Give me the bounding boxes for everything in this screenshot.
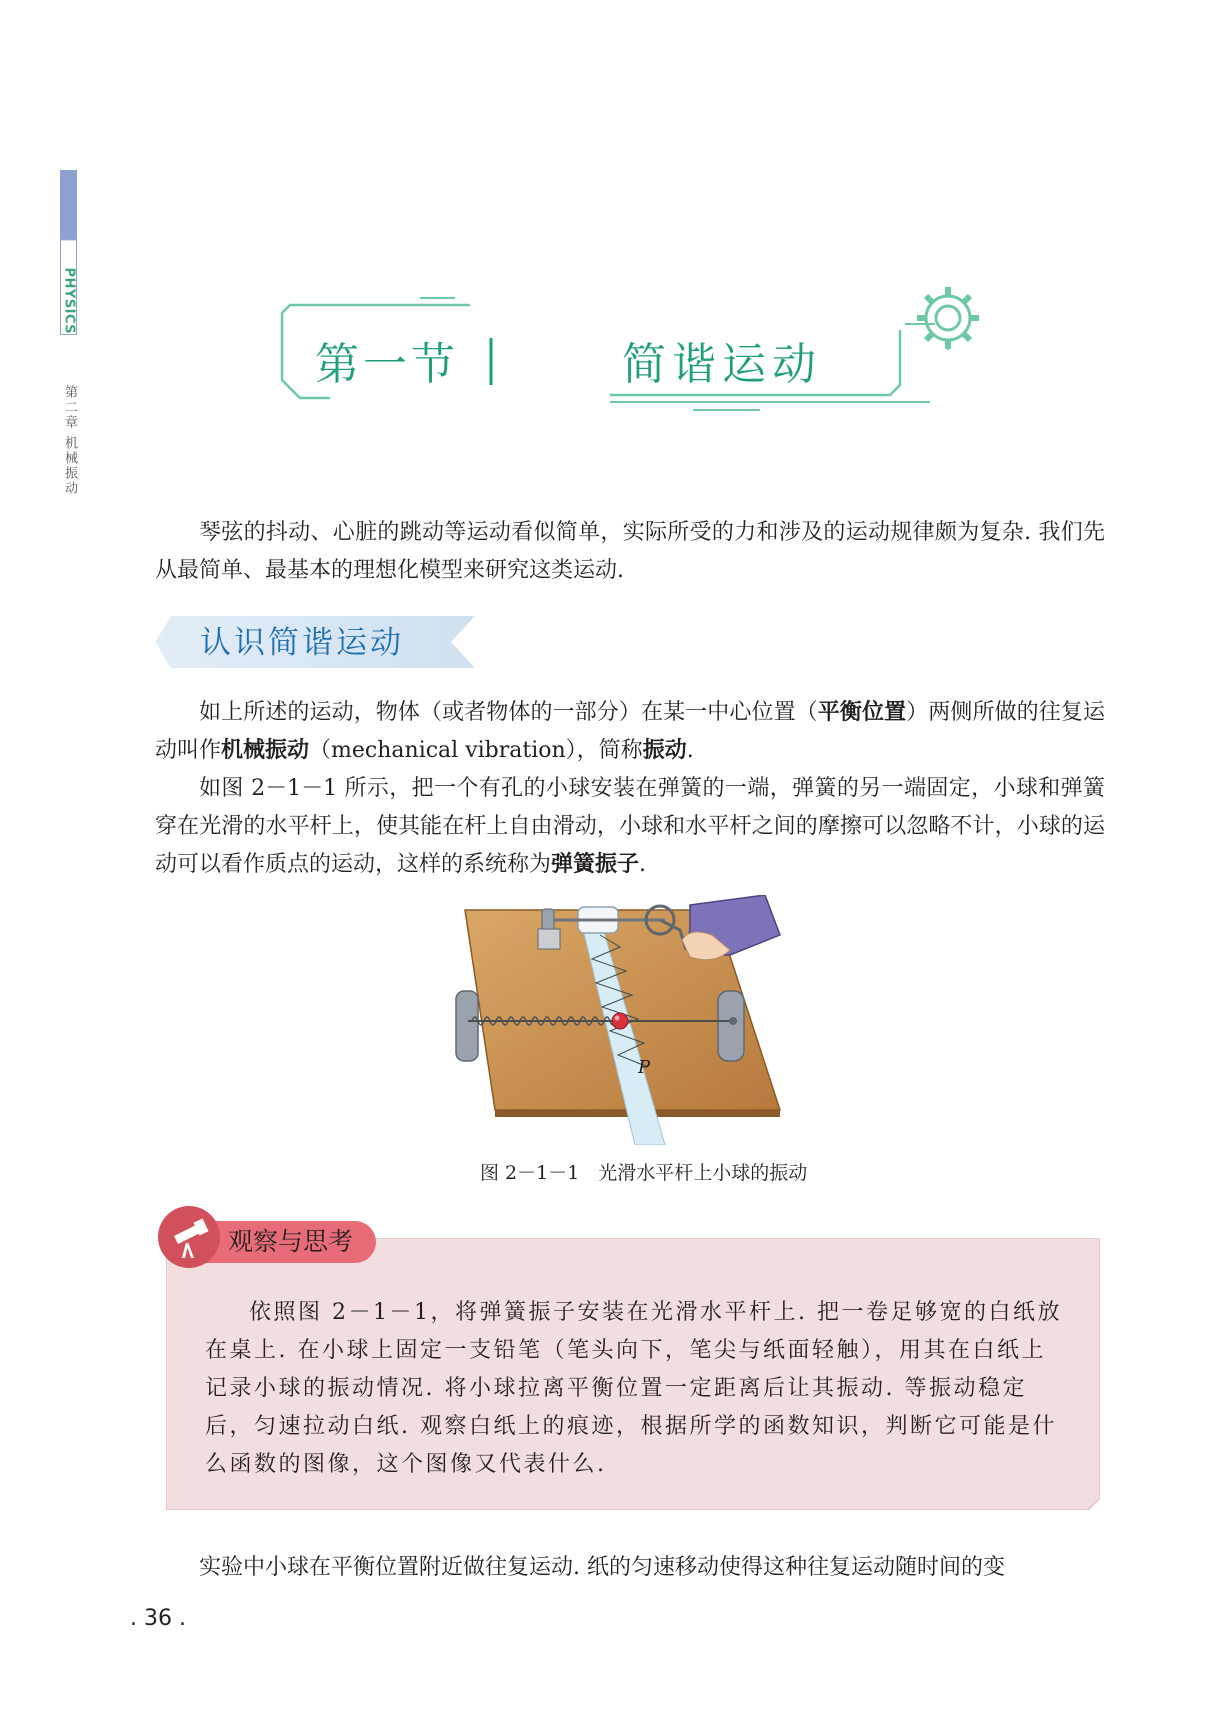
closing-paragraph: 实验中小球在平衡位置附近做往复运动. 纸的匀速移动使得这种往复运动随时间的变 (199, 1555, 1005, 1580)
ball (612, 1013, 628, 1029)
term-vibration: 振动 (642, 738, 687, 763)
telescope-icon (158, 1206, 220, 1268)
term-mechanical-vibration: 机械振动 (221, 738, 310, 763)
left-stand (456, 991, 478, 1061)
figure-caption: 图 2－1－1 光滑水平杆上小球的振动 (480, 1162, 808, 1184)
section-number: 第一节 (315, 339, 459, 390)
side-chapter-label: 第二章 机械振动 (62, 385, 77, 497)
spring-oscillator-paragraph: 如图 2－1－1 所示，把一个有孔的小球安装在弹簧的一端，弹簧的另一端固定，小球和弹簧穿在光滑的水平杆上，使其能在杆上自由滑动，小球和水平杆之间的摩擦可以忽略不计，小球的运动可以看作质点的运动，这样的系统称为弹簧振子. (155, 776, 1105, 877)
definition-paragraph: 如上所述的运动，物体（或者物体的一部分）在某一中心位置（平衡位置）两侧所做的往复运动叫作机械振动（mechanical vibration），简称振动. (155, 700, 1105, 763)
term-equilibrium: 平衡位置 (817, 700, 907, 725)
term-spring-oscillator: 弹簧振子 (551, 852, 640, 877)
gear-icon (917, 287, 979, 349)
right-stand (718, 991, 744, 1061)
observe-paragraph: 依照图 2－1－1，将弹簧振子安装在光滑水平杆上. 把一卷足够宽的白纸放在桌上. 在小球上固定一支铅笔（笔头向下，笔尖与纸面轻触），用其在白纸上记录小球的振动情况. 将小球拉离平衡位置一定距离后让其振动. 等振动稳定后，匀速拉动白纸. 观察白纸上的痕迹，根据所学的函数知识，判断它可能是什么函数的图像，这个图像又代表什么. (205, 1300, 1062, 1477)
spring-oscillator-figure (450, 895, 810, 1145)
section-title-frame (0, 0, 1224, 430)
side-physics-label: PHYSICS (61, 267, 77, 335)
intro-paragraph: 琴弦的抖动、心脏的跳动等运动看似简单，实际所受的力和涉及的运动规律颇为复杂. 我们先从最简单、最基本的理想化模型来研究这类运动. (155, 520, 1105, 583)
page-number: . 36 . (130, 1606, 186, 1631)
point-label: P (638, 1057, 651, 1078)
section-title: 简谐运动 (622, 339, 822, 390)
observe-badge-text: 观察与思考 (228, 1227, 354, 1256)
subheading: 认识简谐运动 (200, 625, 404, 661)
